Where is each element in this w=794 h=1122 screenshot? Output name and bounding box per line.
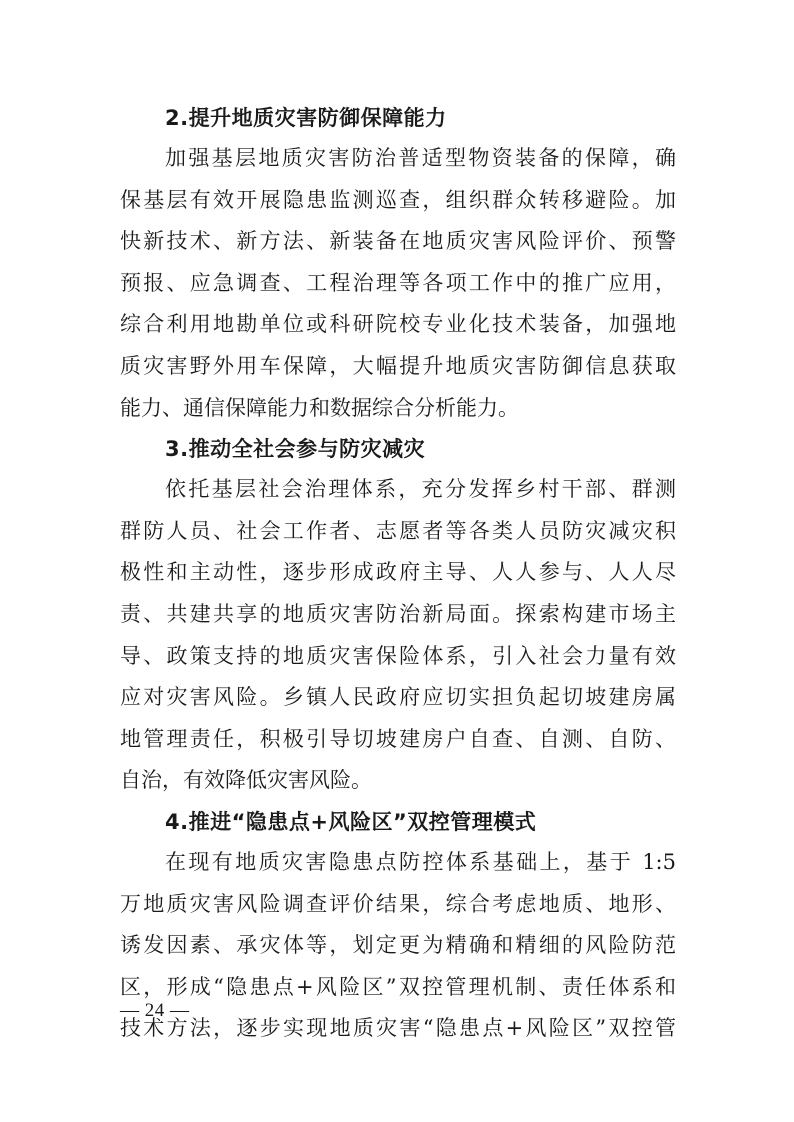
paragraph-line: 质灾害野外用车保障，大幅提升地质灾害防御信息获取 xyxy=(120,353,676,378)
paragraph-line: 应对灾害风险。乡镇人民政府应切实担负起切坡建房属 xyxy=(120,685,676,710)
paragraph-line: 技术方法，逐步实现地质灾害“隐患点+风险区”双控管 xyxy=(120,1016,676,1041)
paragraph-line: 综合利用地勘单位或科研院校专业化技术装备，加强地 xyxy=(120,312,676,337)
section-paragraph-2 xyxy=(120,138,676,429)
section-heading-2: 2.提升地质灾害防御保障能力 xyxy=(165,106,447,130)
document-body xyxy=(120,98,676,1050)
paragraph-line: 能力、通信保障能力和数据综合分析能力。 xyxy=(120,395,519,420)
paragraph-line: 地管理责任，积极引导切坡建房户自查、自测、自防、 xyxy=(120,726,676,751)
paragraph-line: 群防人员、社会工作者、志愿者等各类人员防灾减灾积 xyxy=(120,518,676,543)
paragraph-line: 快新技术、新方法、新装备在地质灾害风险评价、预警 xyxy=(120,229,676,254)
section-heading-3: 3.推动全社会参与防灾减灾 xyxy=(165,437,426,462)
paragraph-line: 极性和主动性，逐步形成政府主导、人人参与、人人尽 xyxy=(120,560,676,585)
page-number: — 24 — xyxy=(120,1000,190,1021)
paragraph-line: 加强基层地质灾害防治普适型物资装备的保障，确 xyxy=(165,146,676,170)
paragraph-line: 预报、应急调查、工程治理等各项工作中的推广应用， xyxy=(120,270,676,295)
paragraph-line: 导、政策支持的地质灾害保险体系，引入社会力量有效 xyxy=(120,643,676,668)
paragraph-line: 自治，有效降低灾害风险。 xyxy=(120,768,372,793)
section-paragraph-4 xyxy=(120,842,676,1050)
paragraph-line: 保基层有效开展隐患监测巡查，组织群众转移避险。加 xyxy=(120,187,676,212)
paragraph-line: 区，形成“隐患点+风险区”双控管理机制、责任体系和 xyxy=(120,974,676,999)
section-paragraph-3 xyxy=(120,469,676,802)
section-heading-4: 4.推进“隐患点+风险区”双控管理模式 xyxy=(165,809,537,834)
paragraph-line: 万地质灾害风险调查评价结果，综合考虑地质、地形、 xyxy=(120,891,676,916)
paragraph-line: 责、共建共享的地质灾害防治新局面。探索构建市场主 xyxy=(120,601,676,626)
paragraph-line: 在现有地质灾害隐患点防控体系基础上，基于 1:5 xyxy=(165,849,676,874)
paragraph-line: 诱发因素、承灾体等，划定更为精确和精细的风险防范 xyxy=(120,933,676,958)
paragraph-line: 依托基层社会治理体系，充分发挥乡村干部、群测 xyxy=(165,477,676,502)
